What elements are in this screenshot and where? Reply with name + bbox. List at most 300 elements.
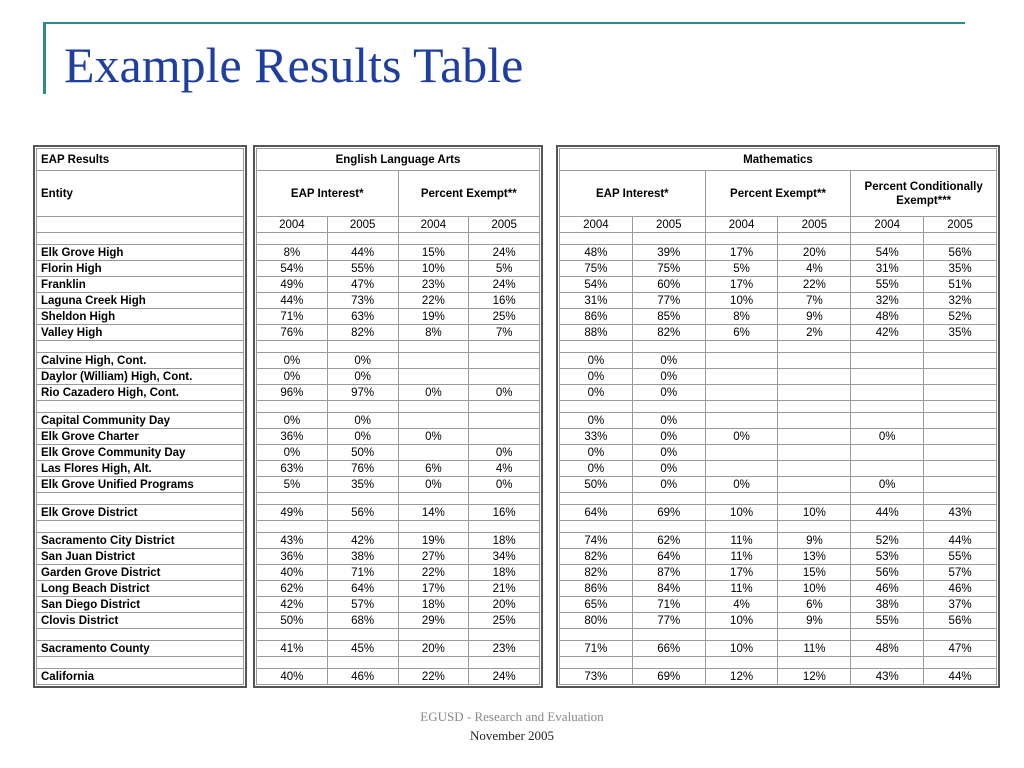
math-cell: 35% [924, 325, 997, 341]
ela-cell [257, 233, 328, 245]
math-cell: 31% [851, 261, 924, 277]
math-cell [924, 521, 997, 533]
math-cell: 75% [560, 261, 633, 277]
ela-cell [398, 493, 469, 505]
entity-row [37, 477, 244, 493]
math-cell: 33% [560, 429, 633, 445]
ela-row [257, 325, 540, 341]
footer-date: November 2005 [469, 728, 555, 743]
math-cell: 60% [632, 277, 705, 293]
entity-name [37, 657, 244, 669]
math-cell: 55% [851, 277, 924, 293]
math-cell: 10% [778, 505, 851, 521]
spacer-row [257, 629, 540, 641]
math-percent-exempt-header: Percent Exempt** [705, 171, 851, 217]
entity-table [36, 148, 244, 685]
math-cell: 17% [705, 245, 778, 261]
ela-cell: 22% [398, 669, 469, 685]
math-cell: 55% [924, 549, 997, 565]
math-cell: 0% [632, 413, 705, 429]
ela-cell [398, 369, 469, 385]
ela-row [257, 669, 540, 685]
ela-cell: 50% [257, 613, 328, 629]
entity-name [37, 493, 244, 505]
ela-cell: 76% [257, 325, 328, 341]
math-cell [560, 341, 633, 353]
math-cell [778, 445, 851, 461]
ela-cell [327, 341, 398, 353]
entity-name: Valley High [37, 325, 244, 341]
math-cell: 44% [851, 505, 924, 521]
math-cell [778, 657, 851, 669]
math-cell [560, 493, 633, 505]
math-cell: 82% [560, 549, 633, 565]
math-cell: 12% [705, 669, 778, 685]
ela-cell: 20% [469, 597, 540, 613]
ela-cell: 0% [469, 445, 540, 461]
spacer-row [37, 233, 244, 245]
ela-row [257, 505, 540, 521]
math-cell: 71% [632, 597, 705, 613]
ela-cell: 49% [257, 505, 328, 521]
ela-cell: 24% [469, 669, 540, 685]
ela-cell: 21% [469, 581, 540, 597]
math-row [560, 477, 997, 493]
math-cell: 62% [632, 533, 705, 549]
math-cell: 0% [632, 429, 705, 445]
math-cell: 48% [851, 309, 924, 325]
ela-cell: 23% [469, 641, 540, 657]
math-cell [924, 629, 997, 641]
title-accent-vertical [43, 22, 46, 94]
entity-row [37, 429, 244, 445]
math-cell [851, 657, 924, 669]
entity-row [37, 613, 244, 629]
entity-row [37, 565, 244, 581]
entity-row [37, 581, 244, 597]
ela-row [257, 277, 540, 293]
math-cell: 0% [632, 461, 705, 477]
ela-row [257, 261, 540, 277]
ela-row [257, 385, 540, 401]
spacer-row [560, 629, 997, 641]
math-cell [851, 493, 924, 505]
math-cell: 35% [924, 261, 997, 277]
ela-cell: 34% [469, 549, 540, 565]
ela-row [257, 613, 540, 629]
math-cell: 84% [632, 581, 705, 597]
ela-cell: 18% [398, 597, 469, 613]
math-cell [924, 353, 997, 369]
ela-cell: 96% [257, 385, 328, 401]
math-row [560, 245, 997, 261]
ela-row [257, 245, 540, 261]
math-cell: 0% [560, 445, 633, 461]
math-cell [778, 353, 851, 369]
ela-cell [469, 401, 540, 413]
math-cell [705, 413, 778, 429]
ela-cell: 44% [327, 245, 398, 261]
spacer-row [257, 401, 540, 413]
ela-cell [327, 629, 398, 641]
math-cell [924, 401, 997, 413]
entity-name: Florin High [37, 261, 244, 277]
entity-row [37, 325, 244, 341]
math-cell: 0% [705, 477, 778, 493]
ela-cell: 56% [327, 505, 398, 521]
math-cell: 9% [778, 613, 851, 629]
math-cell [851, 233, 924, 245]
math-cell: 0% [560, 461, 633, 477]
math-cell: 53% [851, 549, 924, 565]
math-cell: 10% [705, 641, 778, 657]
math-cell [924, 413, 997, 429]
math-cell: 50% [560, 477, 633, 493]
math-row [560, 669, 997, 685]
entity-name: Long Beach District [37, 581, 244, 597]
math-cell: 57% [924, 565, 997, 581]
math-cell [851, 353, 924, 369]
math-cell [778, 477, 851, 493]
math-cell: 11% [705, 533, 778, 549]
ela-cell [257, 521, 328, 533]
entity-row [37, 245, 244, 261]
math-cell: 52% [851, 533, 924, 549]
ela-cell: 27% [398, 549, 469, 565]
ela-cell [327, 521, 398, 533]
ela-cell [398, 657, 469, 669]
ela-cell [257, 657, 328, 669]
entity-row [37, 277, 244, 293]
spacer-row [257, 341, 540, 353]
spacer-row [37, 521, 244, 533]
ela-cell: 18% [469, 565, 540, 581]
math-cell [924, 233, 997, 245]
entity-name: Elk Grove High [37, 245, 244, 261]
math-row [560, 309, 997, 325]
math-cell: 2% [778, 325, 851, 341]
ela-cell: 46% [327, 669, 398, 685]
ela-cell: 10% [398, 261, 469, 277]
ela-cell: 0% [257, 445, 328, 461]
year-header: 2005 [924, 217, 997, 233]
math-cell: 85% [632, 309, 705, 325]
math-cell [851, 341, 924, 353]
math-cell [705, 401, 778, 413]
math-cell: 5% [705, 261, 778, 277]
math-cell: 4% [778, 261, 851, 277]
year-header: 2004 [705, 217, 778, 233]
math-cell: 48% [560, 245, 633, 261]
spacer-row [37, 341, 244, 353]
math-cell: 0% [560, 369, 633, 385]
math-cell: 87% [632, 565, 705, 581]
ela-cell [327, 657, 398, 669]
ela-cell: 0% [398, 477, 469, 493]
math-cell: 0% [632, 353, 705, 369]
spacer-row [560, 233, 997, 245]
math-cell: 0% [851, 477, 924, 493]
spacer-row [37, 493, 244, 505]
math-cell: 74% [560, 533, 633, 549]
ela-cell [398, 341, 469, 353]
math-table [559, 148, 997, 685]
math-cell: 82% [560, 565, 633, 581]
math-cell [560, 401, 633, 413]
ela-row [257, 641, 540, 657]
ela-cell: 4% [469, 461, 540, 477]
math-cell [705, 353, 778, 369]
title-accent-horizontal [43, 22, 965, 24]
ela-cell: 18% [469, 533, 540, 549]
ela-cell [327, 233, 398, 245]
ela-cell: 0% [469, 477, 540, 493]
footer-org: EGUSD - Research and Evaluation [420, 709, 604, 724]
ela-cell: 44% [257, 293, 328, 309]
math-cell [560, 521, 633, 533]
math-cell: 39% [632, 245, 705, 261]
math-cell [778, 341, 851, 353]
ela-cell: 82% [327, 325, 398, 341]
math-eap-interest-header: EAP Interest* [560, 171, 706, 217]
ela-cell [469, 353, 540, 369]
math-cell [705, 341, 778, 353]
entity-name: California [37, 669, 244, 685]
ela-row [257, 429, 540, 445]
ela-cell: 36% [257, 429, 328, 445]
ela-cell: 68% [327, 613, 398, 629]
entity-row [37, 261, 244, 277]
math-cell: 22% [778, 277, 851, 293]
ela-cell: 40% [257, 669, 328, 685]
math-cell: 0% [632, 385, 705, 401]
year-header: 2005 [632, 217, 705, 233]
math-cell [924, 657, 997, 669]
math-cell: 7% [778, 293, 851, 309]
ela-cell: 63% [327, 309, 398, 325]
ela-eap-interest-header: EAP Interest* [257, 171, 399, 217]
math-row [560, 461, 997, 477]
year-header: 2005 [778, 217, 851, 233]
spacer-row [37, 629, 244, 641]
math-cell [924, 493, 997, 505]
ela-cell: 54% [257, 261, 328, 277]
math-cell [560, 657, 633, 669]
ela-cell [327, 493, 398, 505]
ela-cell: 50% [327, 445, 398, 461]
ela-cell: 5% [469, 261, 540, 277]
ela-cell: 24% [469, 245, 540, 261]
math-cell [778, 413, 851, 429]
math-cell [560, 629, 633, 641]
math-cell: 48% [851, 641, 924, 657]
math-cell: 64% [560, 505, 633, 521]
entity-row [37, 641, 244, 657]
ela-cell: 20% [398, 641, 469, 657]
entity-row [37, 549, 244, 565]
math-cell: 77% [632, 293, 705, 309]
ela-cell [469, 341, 540, 353]
ela-row [257, 309, 540, 325]
ela-cell: 76% [327, 461, 398, 477]
ela-cell [327, 401, 398, 413]
ela-row [257, 413, 540, 429]
math-cell [924, 369, 997, 385]
math-cell: 0% [632, 445, 705, 461]
ela-cell: 19% [398, 309, 469, 325]
ela-cell: 14% [398, 505, 469, 521]
math-cell: 0% [632, 369, 705, 385]
entity-row [37, 385, 244, 401]
math-row [560, 613, 997, 629]
ela-cell: 0% [257, 353, 328, 369]
math-cell: 64% [632, 549, 705, 565]
ela-cell: 6% [398, 461, 469, 477]
entity-name: Rio Cazadero High, Cont. [37, 385, 244, 401]
entity-row [37, 505, 244, 521]
math-row [560, 413, 997, 429]
math-row [560, 261, 997, 277]
math-cell: 43% [924, 505, 997, 521]
math-cell [778, 429, 851, 445]
year-header: 2004 [257, 217, 328, 233]
math-row [560, 565, 997, 581]
math-cell: 55% [851, 613, 924, 629]
entity-name: Garden Grove District [37, 565, 244, 581]
math-cell [632, 521, 705, 533]
ela-cell: 19% [398, 533, 469, 549]
ela-cell: 23% [398, 277, 469, 293]
ela-row [257, 369, 540, 385]
ela-cell [469, 521, 540, 533]
entity-name: Capital Community Day [37, 413, 244, 429]
ela-row [257, 353, 540, 369]
ela-cell: 0% [327, 369, 398, 385]
ela-cell [398, 629, 469, 641]
math-cell: 15% [778, 565, 851, 581]
ela-cell: 0% [327, 353, 398, 369]
entity-row [37, 413, 244, 429]
math-cell [851, 629, 924, 641]
entity-label: Entity [37, 171, 244, 217]
math-cell [924, 461, 997, 477]
math-cell: 47% [924, 641, 997, 657]
entity-name: Daylor (William) High, Cont. [37, 369, 244, 385]
math-cell: 56% [851, 565, 924, 581]
entity-row [37, 309, 244, 325]
entity-name: Sheldon High [37, 309, 244, 325]
math-cell [705, 657, 778, 669]
math-cell [632, 401, 705, 413]
ela-cell: 71% [257, 309, 328, 325]
ela-cell [469, 233, 540, 245]
entity-row [37, 369, 244, 385]
ela-cell: 22% [398, 293, 469, 309]
math-row [560, 325, 997, 341]
math-cell: 10% [705, 613, 778, 629]
ela-row [257, 477, 540, 493]
entity-name: Sacramento City District [37, 533, 244, 549]
entity-name: Elk Grove Community Day [37, 445, 244, 461]
ela-cell: 71% [327, 565, 398, 581]
math-cell: 46% [851, 581, 924, 597]
math-cell: 32% [924, 293, 997, 309]
ela-cell: 0% [398, 385, 469, 401]
math-cell: 54% [851, 245, 924, 261]
ela-percent-exempt-header: Percent Exempt** [398, 171, 540, 217]
ela-cell: 0% [398, 429, 469, 445]
entity-row [37, 293, 244, 309]
ela-cell: 55% [327, 261, 398, 277]
ela-cell: 64% [327, 581, 398, 597]
math-row [560, 293, 997, 309]
ela-cell [257, 493, 328, 505]
ela-row [257, 565, 540, 581]
entity-row [37, 669, 244, 685]
math-cell: 20% [778, 245, 851, 261]
ela-cell [469, 657, 540, 669]
math-cell [924, 341, 997, 353]
math-cell [778, 461, 851, 477]
ela-cell [469, 429, 540, 445]
math-cell [851, 401, 924, 413]
spacer-row [560, 341, 997, 353]
math-cell [851, 521, 924, 533]
spacer-row [257, 521, 540, 533]
math-cell: 69% [632, 505, 705, 521]
math-row [560, 505, 997, 521]
entity-name: Elk Grove Charter [37, 429, 244, 445]
math-cell [778, 493, 851, 505]
ela-row [257, 549, 540, 565]
math-cell [924, 429, 997, 445]
ela-cell: 97% [327, 385, 398, 401]
ela-row [257, 597, 540, 613]
math-header: Mathematics [560, 149, 997, 171]
spacer-row [257, 233, 540, 245]
math-row [560, 597, 997, 613]
ela-cell [257, 401, 328, 413]
ela-cell: 17% [398, 581, 469, 597]
math-row [560, 369, 997, 385]
math-cell: 56% [924, 245, 997, 261]
ela-cell [398, 233, 469, 245]
math-cell: 73% [560, 669, 633, 685]
math-cell: 86% [560, 309, 633, 325]
math-row [560, 277, 997, 293]
math-cell [851, 461, 924, 477]
ela-cell: 57% [327, 597, 398, 613]
year-header: 2004 [560, 217, 633, 233]
ela-cell: 22% [398, 565, 469, 581]
math-cell [705, 521, 778, 533]
math-cell [851, 385, 924, 401]
ela-cell: 16% [469, 293, 540, 309]
ela-cell: 41% [257, 641, 328, 657]
ela-cell [469, 413, 540, 429]
ela-cell: 43% [257, 533, 328, 549]
math-row [560, 581, 997, 597]
math-cell: 11% [705, 581, 778, 597]
ela-cell: 24% [469, 277, 540, 293]
ela-cell: 38% [327, 549, 398, 565]
entity-name: Franklin [37, 277, 244, 293]
math-cell: 0% [851, 429, 924, 445]
math-cell [632, 341, 705, 353]
ela-cell: 29% [398, 613, 469, 629]
entity-name: San Diego District [37, 597, 244, 613]
ela-row [257, 445, 540, 461]
